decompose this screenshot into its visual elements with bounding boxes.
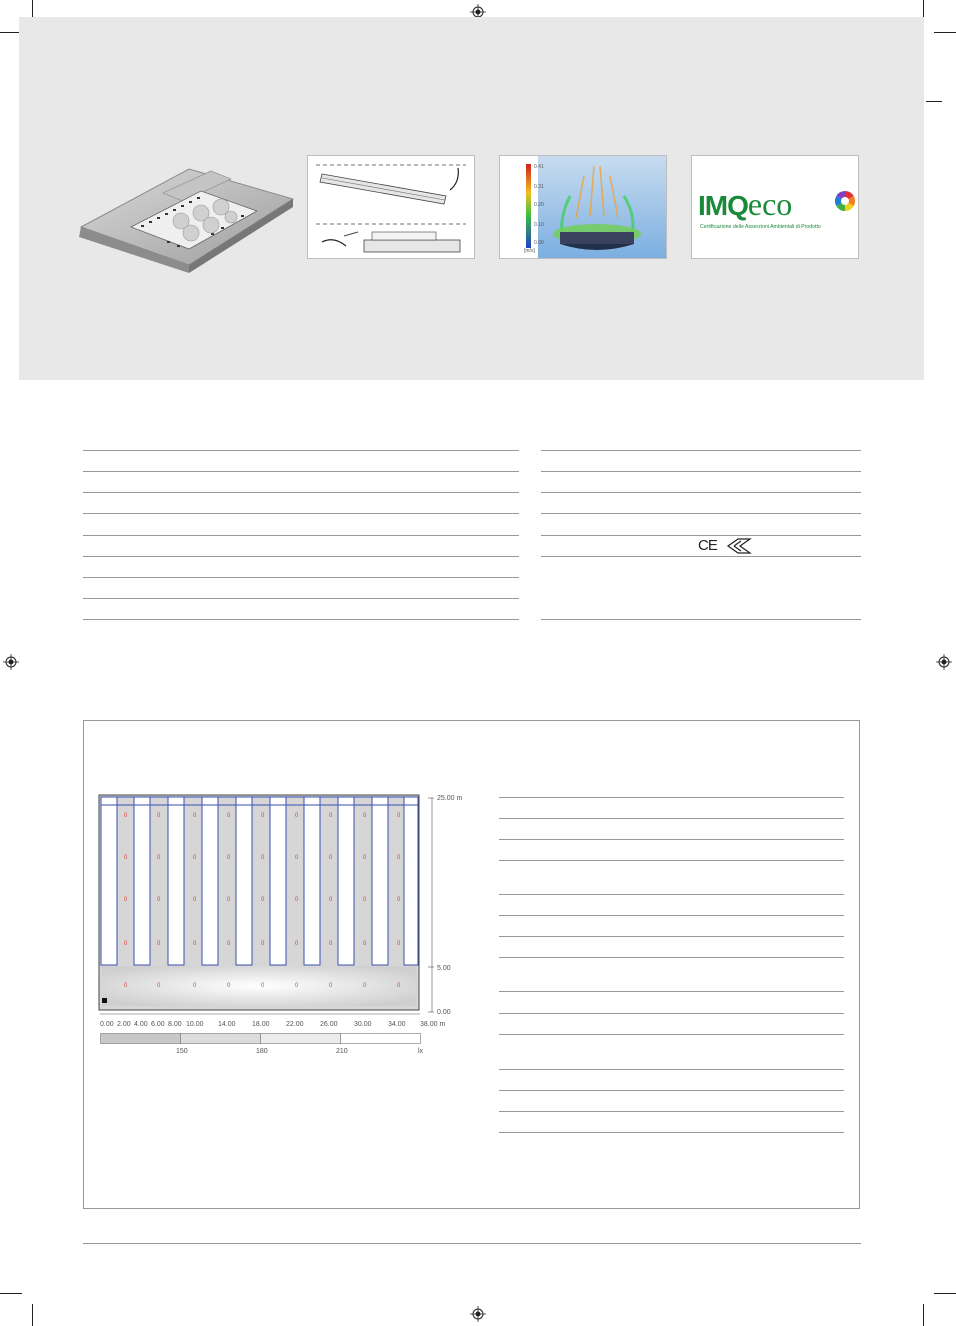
- luminaire-marker: 0: [363, 941, 367, 947]
- luminaire-marker: 0: [397, 897, 401, 903]
- results-table-rule: [499, 915, 844, 916]
- thermal-scale-label: 0.20: [534, 202, 544, 208]
- thermal-scale-label: 0.10: [534, 222, 544, 228]
- plan-x-label: 14.00: [218, 1021, 236, 1028]
- plan-x-label: 18.00: [252, 1021, 270, 1028]
- spec-table-rule: [83, 492, 519, 493]
- luminaire-marker: 0: [329, 897, 333, 903]
- plan-x-label: 22.00: [286, 1021, 304, 1028]
- luminaire-marker: 0: [193, 941, 197, 947]
- lighting-plan-drawing: [98, 794, 434, 1016]
- luminaire-marker: 0: [227, 941, 231, 947]
- hero-band: [19, 17, 924, 380]
- luminaire-marker: 0: [227, 813, 231, 819]
- color-wheel-icon: [834, 190, 856, 212]
- luminaire-marker: 0: [227, 983, 231, 989]
- plan-x-label: 4.00: [134, 1021, 148, 1028]
- illuminance-scale-unit: lx: [418, 1048, 424, 1055]
- results-table-rule: [499, 1090, 844, 1091]
- results-table-rule: [499, 1069, 844, 1070]
- spec-table-rule: [83, 471, 519, 472]
- thermal-simulation-image: [500, 156, 667, 259]
- luminaire-marker: 0: [295, 855, 299, 861]
- illuminance-scale-label: 210: [336, 1048, 348, 1055]
- plan-x-label: 2.00: [117, 1021, 131, 1028]
- luminaire-marker: 0: [329, 983, 333, 989]
- registration-mark-icon: [936, 654, 952, 670]
- luminaire-marker: 0: [124, 855, 128, 861]
- illuminance-scale-label: 150: [176, 1048, 188, 1055]
- spec-table-rule: [541, 619, 861, 620]
- luminaire-marker: 0: [157, 813, 161, 819]
- illuminance-scale-bar: [100, 1033, 422, 1045]
- spec-table-rule: [83, 513, 519, 514]
- plan-x-label: 26.00: [320, 1021, 338, 1028]
- plan-y-label: 0.00: [437, 1009, 451, 1016]
- plan-x-label: 30.00: [354, 1021, 372, 1028]
- results-table-rule: [499, 1034, 844, 1035]
- luminaire-marker: 0: [397, 813, 401, 819]
- plan-x-label: 8.00: [168, 1021, 182, 1028]
- luminaire-marker: 0: [295, 897, 299, 903]
- luminaire-marker: 0: [397, 855, 401, 861]
- crop-mark: [934, 32, 956, 33]
- plan-x-label: 34.00: [388, 1021, 406, 1028]
- plan-x-label: 6.00: [151, 1021, 165, 1028]
- luminaire-marker: 0: [193, 813, 197, 819]
- crop-mark: [934, 1293, 956, 1294]
- luminaire-marker: 0: [261, 897, 265, 903]
- luminaire-marker: 0: [295, 941, 299, 947]
- mounting-diagram-icon: [308, 156, 475, 259]
- luminaire-marker: 0: [157, 855, 161, 861]
- luminaire-marker: 0: [397, 941, 401, 947]
- results-table-rule: [499, 818, 844, 819]
- spec-table-rule: [83, 577, 519, 578]
- illuminance-scale-label: 180: [256, 1048, 268, 1055]
- results-table-rule: [499, 1132, 844, 1133]
- footer-rule: [83, 1243, 861, 1244]
- spec-table-rule: [83, 535, 519, 536]
- spec-table-rule: [83, 556, 519, 557]
- results-table-rule: [499, 1111, 844, 1112]
- mounting-diagram-thumbnail: [307, 155, 475, 259]
- results-table-rule: [499, 860, 844, 861]
- luminaire-marker: 0: [295, 813, 299, 819]
- imq-eco-certification-thumbnail: [691, 155, 859, 259]
- luminaire-marker: 0: [157, 897, 161, 903]
- luminaire-marker: 0: [227, 897, 231, 903]
- registration-mark-icon: [3, 654, 19, 670]
- spec-table-rule: [83, 598, 519, 599]
- luminaire-marker: 0: [397, 983, 401, 989]
- crop-mark: [32, 1304, 33, 1326]
- results-table-rule: [499, 1013, 844, 1014]
- luminaire-marker: 0: [363, 983, 367, 989]
- spec-table-rule: [541, 471, 861, 472]
- results-table-rule: [499, 839, 844, 840]
- luminaire-marker: 0: [124, 813, 128, 819]
- spec-table-rule: [541, 556, 861, 557]
- results-table-rule: [499, 957, 844, 958]
- results-table-rule: [499, 991, 844, 992]
- luminaire-marker: 0: [261, 941, 265, 947]
- spec-table-rule: [541, 535, 861, 536]
- thermal-scale-unit: [m/s]: [524, 248, 535, 254]
- luminaire-marker: 0: [193, 983, 197, 989]
- thermal-scale-label: 0.00: [534, 240, 544, 246]
- crop-mark: [926, 101, 942, 102]
- imq-logo-text: IMQ: [698, 190, 748, 221]
- plan-x-label: 10.00: [186, 1021, 204, 1028]
- luminaire-marker: 0: [261, 983, 265, 989]
- crop-mark: [923, 1304, 924, 1326]
- luminaire-marker: 0: [329, 813, 333, 819]
- thermal-scale-label: 0.41: [534, 164, 544, 170]
- luminaire-marker: 0: [157, 941, 161, 947]
- luminaire-marker: 0: [124, 897, 128, 903]
- plan-y-label: 5.00: [437, 965, 451, 972]
- luminaire-marker: 0: [124, 983, 128, 989]
- spec-table-rule: [83, 450, 519, 451]
- plan-x-label: 0.00: [100, 1021, 114, 1028]
- ce-mark: CE: [698, 537, 717, 554]
- luminaire-marker: 0: [124, 941, 128, 947]
- spec-table-rule: [541, 450, 861, 451]
- plan-x-label: 38.00 m: [420, 1021, 446, 1028]
- luminaire-marker: 0: [329, 941, 333, 947]
- luminaire-marker: 0: [193, 855, 197, 861]
- luminaire-marker: 0: [329, 855, 333, 861]
- thermal-scale-label: 0.31: [534, 184, 544, 190]
- spec-table-rule: [83, 619, 519, 620]
- certification-mark-icon: [726, 537, 752, 554]
- spec-table-rule: [541, 492, 861, 493]
- luminaire-product-image: [71, 155, 301, 275]
- results-table-rule: [499, 797, 844, 798]
- plan-y-label: 25.00 m: [437, 795, 463, 802]
- luminaire-marker: 0: [363, 855, 367, 861]
- thermal-simulation-thumbnail: [499, 155, 667, 259]
- eco-logo-text: eco: [747, 186, 793, 222]
- registration-mark-icon: [470, 1306, 486, 1322]
- results-table-rule: [499, 894, 844, 895]
- crop-mark: [0, 1293, 22, 1294]
- spec-table-rule: [541, 513, 861, 514]
- luminaire-marker: 0: [227, 855, 231, 861]
- luminaire-marker: 0: [193, 897, 197, 903]
- luminaire-marker: 0: [363, 813, 367, 819]
- certification-subtitle: Certificazione delle Asserzioni Ambientali di Prodotto: [700, 224, 821, 230]
- luminaire-marker: 0: [363, 897, 367, 903]
- luminaire-marker: 0: [295, 983, 299, 989]
- luminaire-marker: 0: [261, 855, 265, 861]
- luminaire-marker: 0: [261, 813, 265, 819]
- imq-eco-logo: [698, 186, 792, 223]
- luminaire-marker: 0: [157, 983, 161, 989]
- results-table-rule: [499, 936, 844, 937]
